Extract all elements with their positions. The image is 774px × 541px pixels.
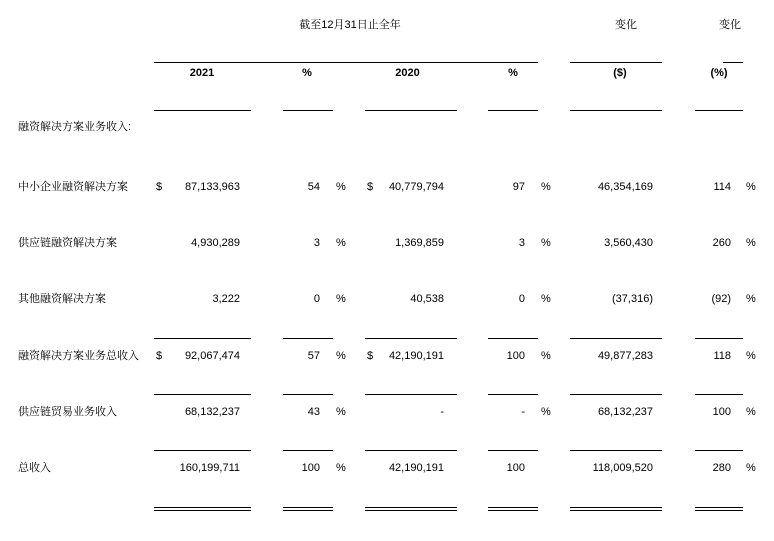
table-rule (365, 338, 457, 339)
table-rule (283, 338, 333, 339)
pct-sign-2020: % (541, 237, 551, 249)
period-header-rule (154, 62, 538, 63)
table-rule (488, 110, 538, 111)
table-rule (695, 450, 743, 451)
value-2020: 40,538 (410, 293, 444, 305)
table-rule (695, 394, 743, 395)
value-2021: 68,132,237 (184, 406, 240, 418)
table-rule (488, 394, 538, 395)
pct-sign-2021: % (336, 293, 346, 305)
pct-sign-2021: % (336, 462, 346, 474)
col-header-2021: 2021 (189, 67, 215, 79)
table-rule (283, 110, 333, 111)
col-header-pct-2020: % (508, 67, 518, 79)
change-pct-header: 变化 (719, 19, 741, 31)
pct-2020: 100 (506, 350, 525, 362)
change-pct: 280 (712, 462, 731, 474)
change-pct: 260 (712, 237, 731, 249)
table-rule (154, 338, 251, 339)
period-header: 截至12月31日止全年 (299, 19, 401, 31)
pct-sign-change: % (746, 462, 756, 474)
table-rule (488, 450, 538, 451)
change-amount: 46,354,169 (597, 181, 653, 193)
pct-2020: - (521, 406, 525, 418)
dollar-sign-2021: $ (156, 181, 163, 193)
col-header-change-usd: ($) (613, 67, 627, 79)
pct-sign-2021: % (336, 406, 346, 418)
pct-sign-change: % (746, 237, 756, 249)
change-pct: 114 (713, 181, 731, 193)
table-rule (154, 110, 251, 111)
double-rule-top (570, 507, 662, 508)
pct-2020: 3 (518, 237, 525, 249)
pct-2021: 57 (307, 350, 320, 362)
col-header-2020: 2020 (395, 67, 420, 79)
table-rule (154, 450, 251, 451)
pct-2020: 100 (506, 462, 525, 474)
col-header-pct-2021: % (302, 67, 312, 79)
pct-sign-2021: % (336, 181, 346, 193)
col-header-change-pct: (%) (710, 67, 728, 79)
double-rule-top (154, 507, 251, 508)
table-rule (365, 394, 457, 395)
pct-2021: 3 (313, 237, 320, 249)
double-rule-top (365, 507, 457, 508)
table-rule (570, 110, 662, 111)
pct-sign-2021: % (336, 350, 346, 362)
change-amount: 49,877,283 (597, 350, 653, 362)
double-rule-bottom (283, 510, 333, 511)
table-rule (695, 338, 743, 339)
pct-sign-2020: % (541, 181, 551, 193)
double-rule-bottom (488, 510, 538, 511)
double-rule-top (488, 507, 538, 508)
value-2021: 160,199,711 (179, 462, 240, 474)
pct-2020: 0 (518, 293, 525, 305)
table-rule (570, 450, 662, 451)
table-rule (488, 338, 538, 339)
change-amount: 118,009,520 (592, 462, 653, 474)
row-label: 融资解决方案业务总收入 (18, 350, 139, 362)
table-rule (154, 394, 251, 395)
pct-2021: 43 (307, 406, 320, 418)
row-label: 总收入 (18, 462, 51, 474)
table-rule (283, 394, 333, 395)
change-amount: 68,132,237 (597, 406, 653, 418)
pct-sign-change: % (746, 181, 756, 193)
pct-sign-2020: % (541, 350, 551, 362)
change-pct: (92) (711, 293, 731, 305)
value-2020: 1,369,859 (395, 237, 444, 249)
dollar-sign-2020: $ (367, 181, 374, 193)
change-amount: 3,560,430 (604, 237, 653, 249)
pct-2021: 54 (307, 181, 320, 193)
value-2020: 40,779,794 (388, 181, 444, 193)
pct-sign-2020: % (541, 406, 551, 418)
value-2021: 92,067,474 (184, 350, 240, 362)
dollar-sign-2021: $ (156, 350, 163, 362)
double-rule-top (695, 507, 743, 508)
pct-2020: 97 (512, 181, 525, 193)
row-label: 供应链贸易业务收入 (18, 406, 117, 418)
change-amount-header: 变化 (615, 19, 637, 31)
value-2020: 42,190,191 (388, 350, 444, 362)
pct-sign-2020: % (541, 293, 551, 305)
table-rule (283, 450, 333, 451)
change-pct: 118 (713, 350, 731, 362)
value-2021: 87,133,963 (184, 181, 240, 193)
section-label: 融资解决方案业务收入: (18, 121, 132, 133)
double-rule-bottom (695, 510, 743, 511)
value-2020: - (440, 406, 444, 418)
table-rule (570, 338, 662, 339)
value-2021: 4,930,289 (191, 237, 240, 249)
change-pct-header-rule (723, 62, 743, 63)
change-pct: 100 (712, 406, 731, 418)
pct-sign-change: % (746, 293, 756, 305)
value-2020: 42,190,191 (388, 462, 444, 474)
double-rule-bottom (365, 510, 457, 511)
row-label: 中小企业融资解决方案 (18, 181, 128, 193)
pct-2021: 100 (301, 462, 320, 474)
dollar-sign-2020: $ (367, 350, 374, 362)
pct-sign-change: % (746, 350, 756, 362)
change-amount: (37,316) (612, 293, 653, 305)
table-rule (570, 394, 662, 395)
table-rule (695, 110, 743, 111)
value-2021: 3,222 (212, 293, 240, 305)
pct-sign-change: % (746, 406, 756, 418)
double-rule-bottom (154, 510, 251, 511)
row-label: 其他融资解决方案 (18, 293, 106, 305)
table-rule (365, 450, 457, 451)
change-amount-header-rule (570, 62, 662, 63)
table-rule (365, 110, 457, 111)
double-rule-bottom (570, 510, 662, 511)
double-rule-top (283, 507, 333, 508)
row-label: 供应链融资解决方案 (18, 237, 117, 249)
pct-2021: 0 (313, 293, 320, 305)
pct-sign-2021: % (336, 237, 346, 249)
